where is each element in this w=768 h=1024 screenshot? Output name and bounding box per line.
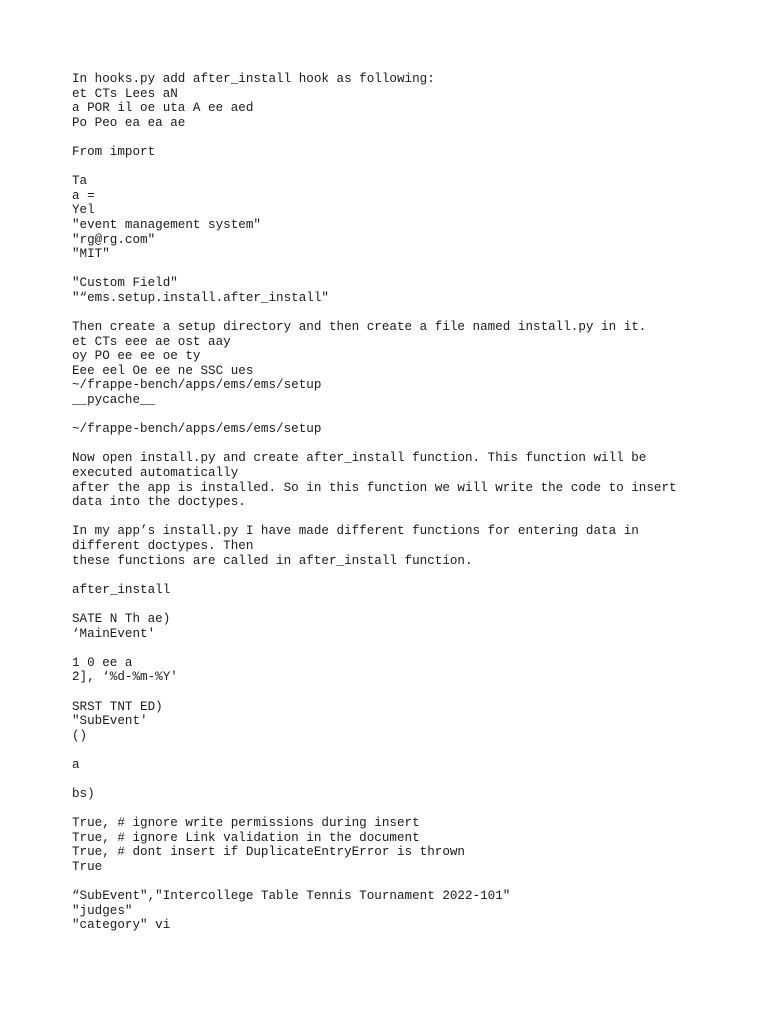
text-line: "judges" [72,903,133,918]
text-line: 1 0 ee a [72,655,133,670]
text-line: these functions are called in after_install function. [72,553,473,568]
text-line: "SubEvent' [72,714,148,729]
text-line: after_install [72,582,171,597]
text-block [72,816,712,874]
text-line: () [72,728,88,743]
text-line: Now open install.py and create after_install function. This function will be executed automatically [72,451,654,481]
text-line: a [72,757,80,772]
text-line: "category" vi [72,918,171,933]
text-line: True, # ignore write permissions during insert [72,816,420,831]
text-line: "MIT" [72,247,110,262]
text-line: 2], ‘%d-%m-%Y' [72,670,178,685]
text-line: "event management system" [72,217,261,232]
text-block [72,72,712,130]
text-block [72,276,712,305]
text-block [72,422,712,437]
text-block [72,612,712,641]
text-block [72,583,712,598]
text-line: Yel [72,203,95,218]
text-block [72,524,712,568]
text-line: "Custom Field" [72,276,178,291]
text-block [72,320,712,408]
text-block [72,700,712,744]
text-line: a = [72,188,95,203]
text-line: In my app’s install.py I have made different functions for entering data in different doctypes. Then [72,524,647,553]
text-line: ~/frappe-bench/apps/ems/ems/setup [72,378,322,393]
text-line: et CTs Lees aN [72,86,178,101]
text-line: et CTs eee ae ost aay [72,334,231,349]
text-block [72,145,712,160]
text-line: __pycache__ [72,393,156,408]
text-line: True [72,860,103,875]
text-line: bs) [72,787,95,802]
text-line: True, # dont insert if DuplicateEntryError is thrown [72,845,465,860]
text-line: From import [72,144,156,159]
text-line: "“ems.setup.install.after_install" [72,290,329,305]
text-line: "rg@rg.com" [72,232,156,247]
text-block [72,174,712,262]
text-line: True, # ignore Link validation in the document [72,830,420,845]
text-line: oy PO ee ee oe ty [72,349,201,364]
text-line: a POR il oe uta A ee aed [72,101,254,116]
text-line: Eee eel Oe ee ne SSC ues [72,363,254,378]
text-line: “SubEvent","Intercollege Table Tennis Tournament 2022-101" [72,889,511,904]
text-line: after the app is installed. So in this function we will write the code to insert data into the doctypes. [72,480,685,510]
text-block [72,451,712,509]
document-page [72,72,712,948]
text-block [72,787,712,802]
text-line: ~/frappe-bench/apps/ems/ems/setup [72,422,322,437]
text-block [72,758,712,773]
text-line: Then create a setup directory and then create a file named install.py in it. [72,320,647,335]
text-line: SRST TNT ED) [72,699,163,714]
text-line: Po Peo ea ea ae [72,115,186,130]
text-block [72,656,712,685]
text-line: ‘MainEvent' [72,626,156,641]
text-line: SATE N Th ae) [72,611,171,626]
text-line: Ta [72,174,88,189]
text-block [72,889,712,933]
text-line: In hooks.py add after_install hook as following: [72,72,435,86]
